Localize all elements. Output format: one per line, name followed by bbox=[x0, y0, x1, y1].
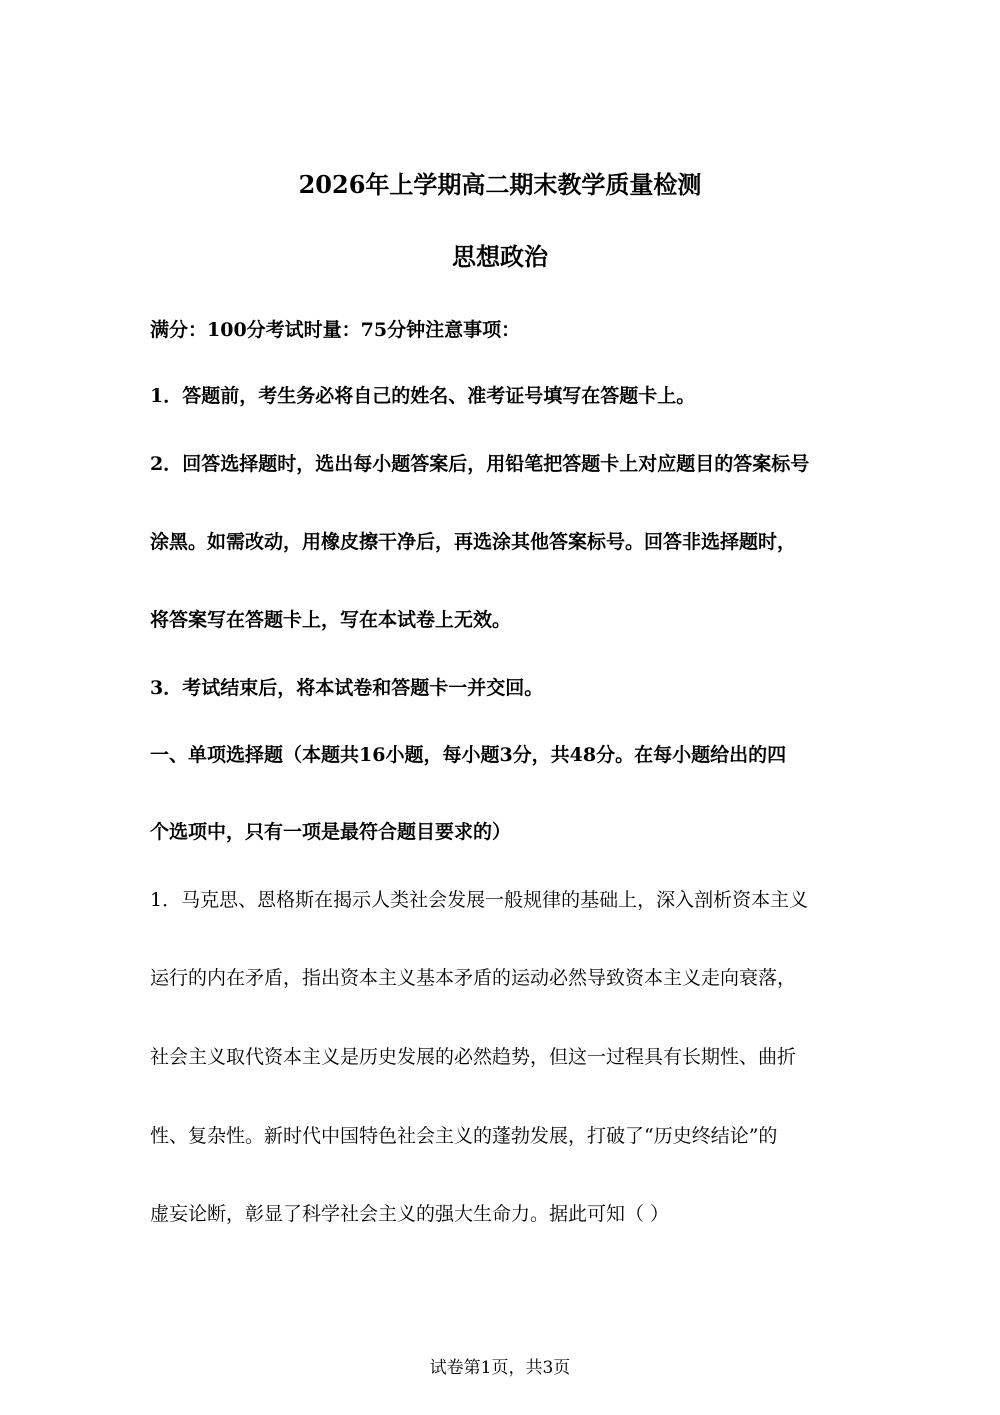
question-1-line-3: 社会主义取代资本主义是历史发展的必然趋势，但这一过程具有长期性、曲折 bbox=[150, 1046, 797, 1068]
exam-title: 2026年上学期高二期末教学质量检测 bbox=[298, 170, 702, 199]
instruction-item-1: 1．答题前，考生务必将自己的姓名、准考证号填写在答题卡上。 bbox=[150, 385, 696, 407]
section-heading-line-2: 个选项中，只有一项是最符合题目要求的） bbox=[150, 821, 512, 843]
question-1-line-1: 1．马克思、恩格斯在揭示人类社会发展一般规律的基础上，深入剖析资本主义 bbox=[150, 889, 809, 911]
page-footer: 试卷第1页，共3页 bbox=[429, 1358, 571, 1378]
instruction-item-2-line-2: 涂黑。如需改动，用橡皮擦干净后，再选涂其他答案标号。回答非选择题时， bbox=[150, 531, 797, 553]
question-1-line-2: 运行的内在矛盾，指出资本主义基本矛盾的运动必然导致资本主义走向衰落， bbox=[150, 967, 797, 989]
instruction-item-2-line-1: 2．回答选择题时，选出每小题答案后，用铅笔把答题卡上对应题目的答案标号 bbox=[150, 453, 810, 475]
instruction-item-2-line-3: 将答案写在答题卡上，写在本试卷上无效。 bbox=[150, 609, 512, 631]
question-1-line-5: 虚妄论断，彰显了科学社会主义的强大生命力。据此可知（ ） bbox=[150, 1203, 670, 1225]
exam-info: 满分：100分考试时量：75分钟注意事项： bbox=[150, 319, 521, 341]
exam-subject: 思想政治 bbox=[452, 242, 548, 271]
section-heading-line-1: 一、单项选择题（本题共16小题，每小题3分，共48分。在每小题给出的四 bbox=[150, 744, 787, 766]
question-1-line-4: 性、复杂性。新时代中国特色社会主义的蓬勃发展，打破了“历史终结论”的 bbox=[150, 1125, 778, 1147]
instruction-item-3: 3．考试结束后，将本试卷和答题卡一并交回。 bbox=[150, 677, 544, 699]
